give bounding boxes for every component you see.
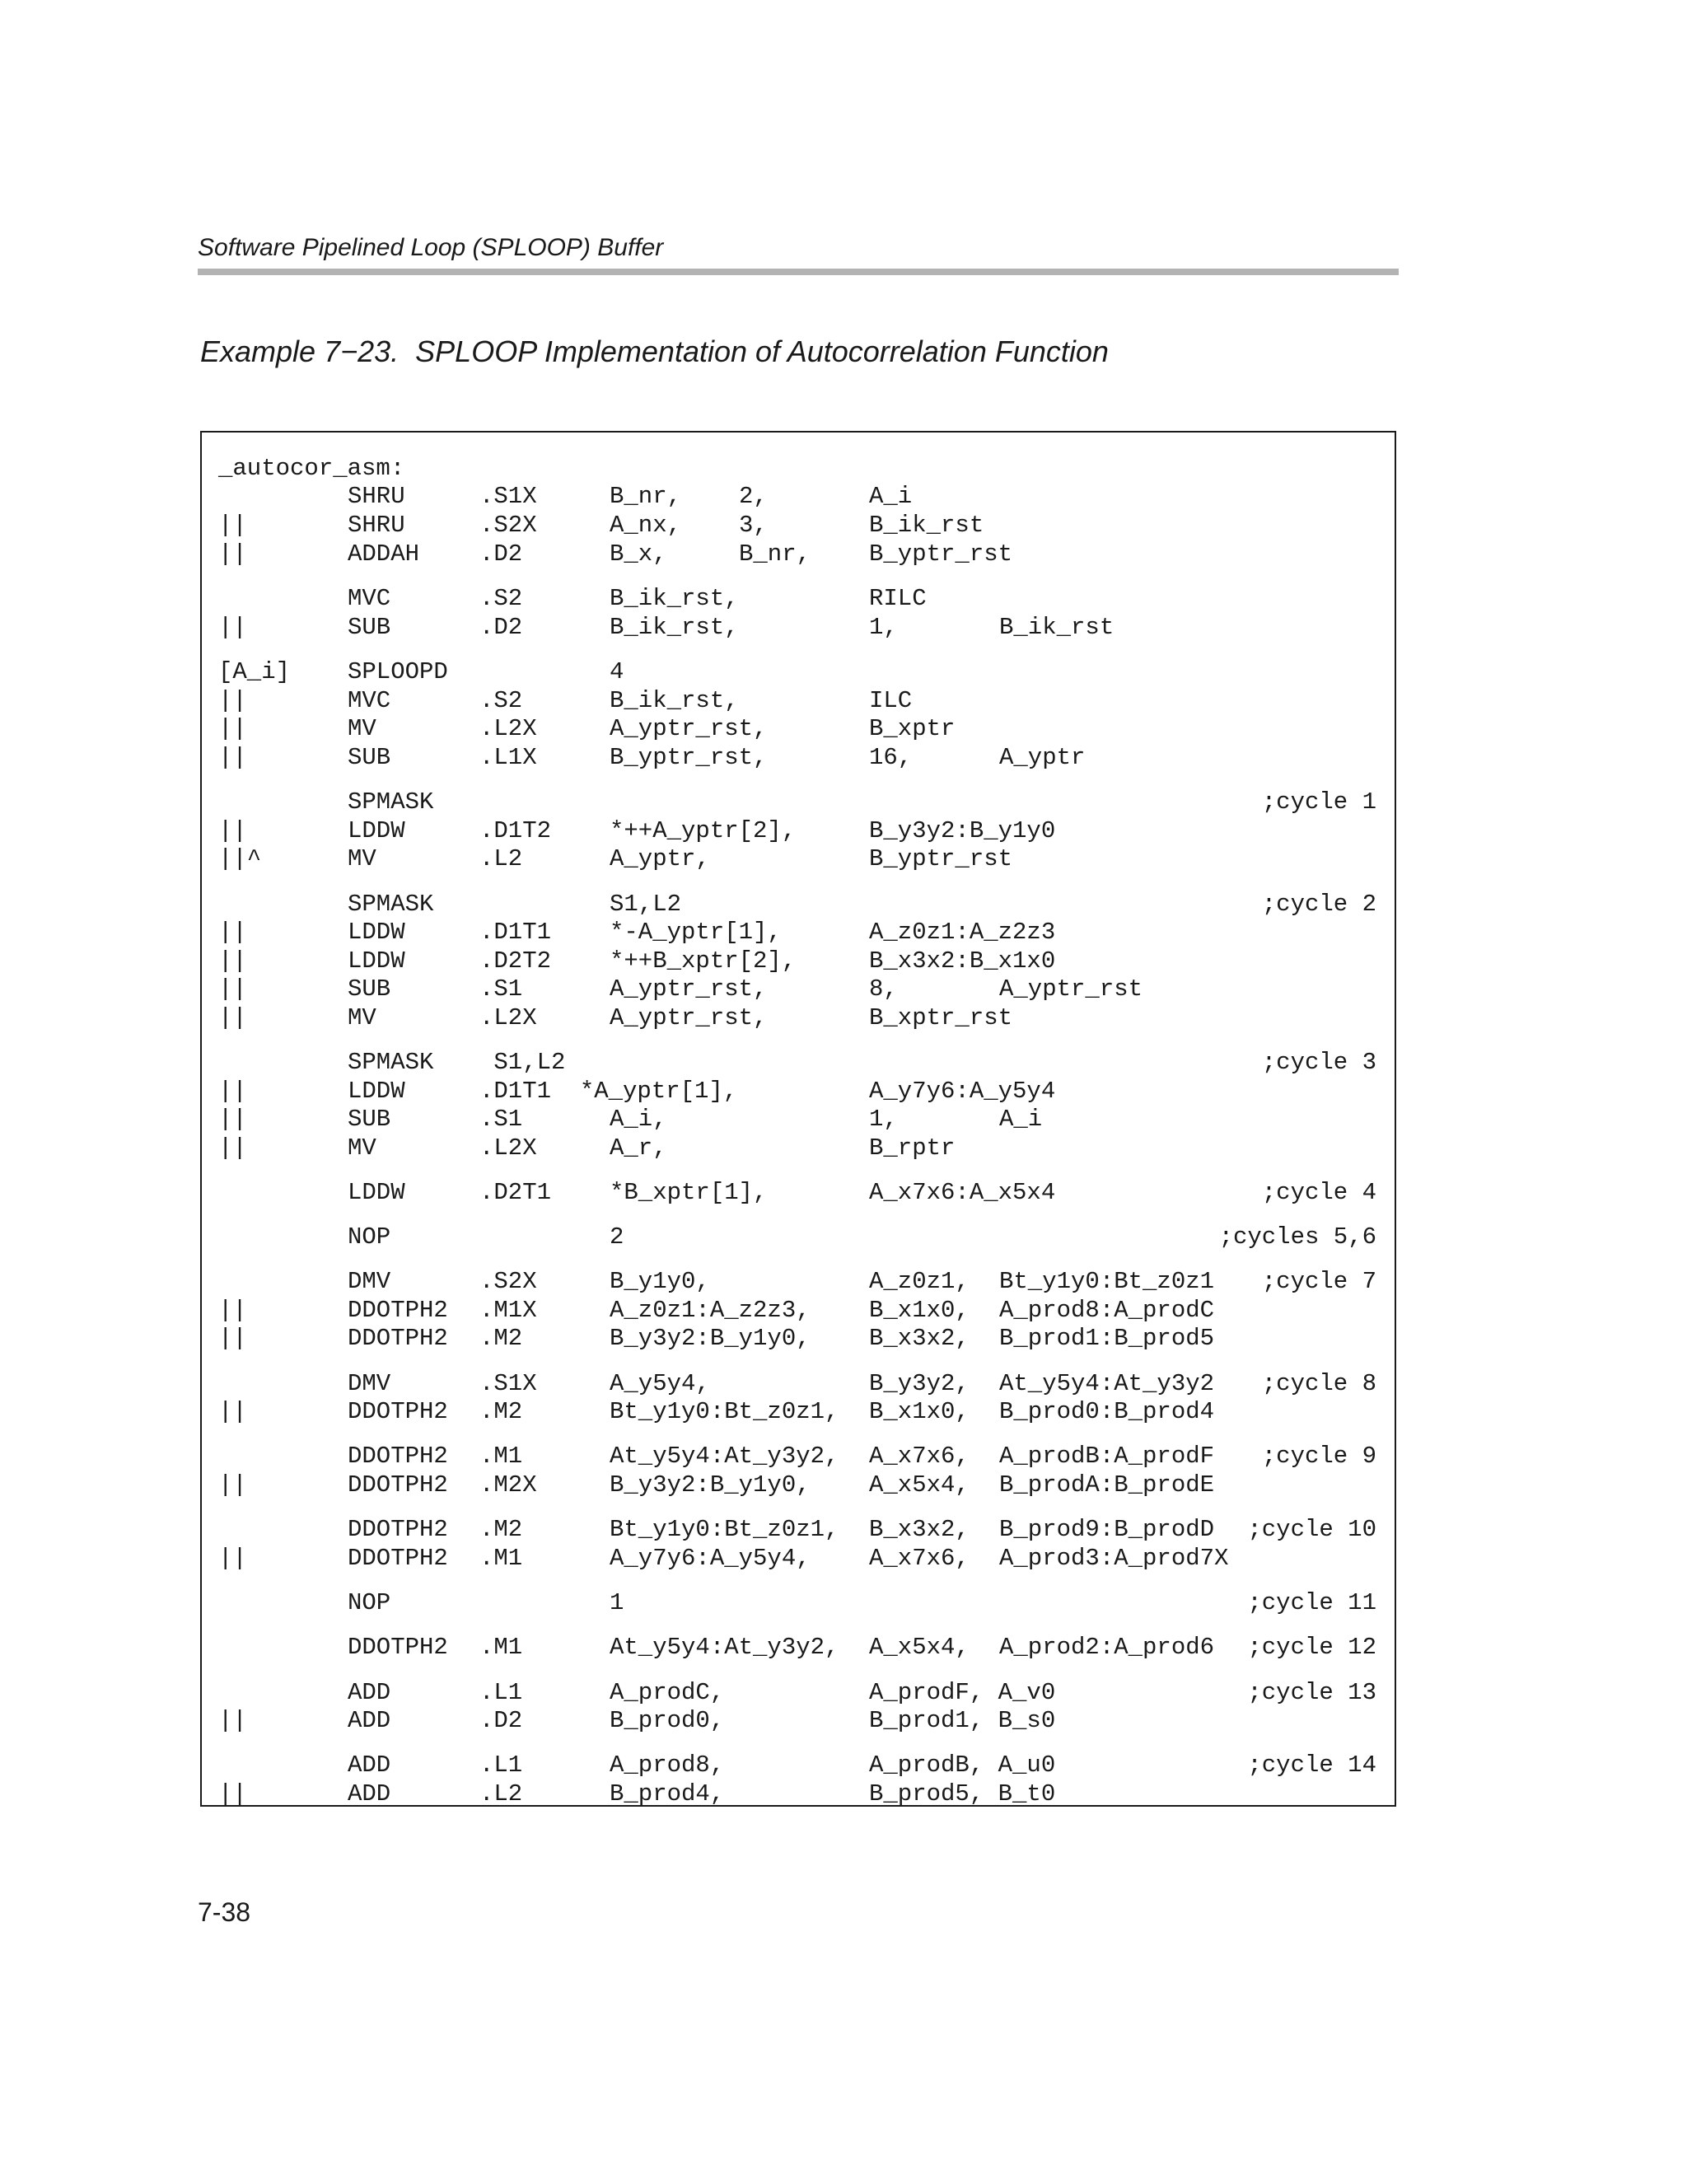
functional-unit: .S1 (479, 975, 523, 1003)
operand: 16, (869, 744, 913, 771)
parallel-marker: [A_i] (218, 658, 291, 685)
code-line (202, 512, 1395, 540)
mnemonic: ADD (348, 1780, 391, 1808)
operand: B_nr, (610, 483, 682, 510)
operand: 8, (869, 975, 898, 1003)
code-label: _autocor_asm: (218, 455, 405, 482)
mnemonic: SPMASK (348, 891, 434, 918)
code-line (202, 1268, 1395, 1296)
functional-unit: .M1 (479, 1545, 523, 1572)
mnemonic: DDOTPH2 (348, 1545, 448, 1572)
code-line (202, 1106, 1395, 1134)
mnemonic: ADD (348, 1751, 391, 1779)
code-line (202, 744, 1395, 772)
mnemonic: ADD (348, 1707, 391, 1734)
parallel-marker: || (218, 1707, 247, 1734)
operand: B_x3x2:B_x1x0 (869, 947, 1056, 975)
operand: *++A_yptr[2], (610, 817, 797, 844)
code-line (202, 540, 1395, 568)
operand: A_y7y6:A_y5y4 (869, 1078, 1056, 1105)
operand: A_y7y6:A_y5y4, (610, 1545, 811, 1572)
operand: A_yptr_rst (999, 975, 1143, 1003)
operand: B_xptr_rst (869, 1004, 1013, 1031)
operand: *++B_xptr[2], (610, 947, 797, 975)
functional-unit: .L1 (479, 1751, 523, 1779)
code-line (202, 1078, 1395, 1106)
code-line (202, 687, 1395, 715)
operand: B_prod0, (610, 1707, 725, 1734)
operand: B_ik_rst, (610, 614, 739, 641)
operand: 1 (610, 1589, 624, 1616)
mnemonic: DDOTPH2 (348, 1516, 448, 1543)
parallel-marker: || (218, 1106, 247, 1133)
cycle-comment: ;cycle 4 (1261, 1179, 1376, 1206)
parallel-marker: || (218, 744, 247, 771)
code-line (202, 947, 1395, 975)
operand: A_y5y4, (610, 1370, 710, 1397)
operand: *-A_yptr[1], (610, 919, 782, 946)
code-line (202, 919, 1395, 947)
parallel-marker: || (218, 1780, 247, 1808)
parallel-marker: || (218, 1471, 247, 1499)
parallel-marker: || (218, 715, 247, 742)
mnemonic: SUB (348, 614, 391, 641)
functional-unit: .S2X (479, 512, 537, 539)
cycle-comment: ;cycle 11 (1247, 1589, 1376, 1616)
operand: 1, (869, 1106, 898, 1133)
cycle-comment: ;cycle 1 (1261, 788, 1376, 816)
example-title: Example 7−23. SPLOOP Implementation of Autocorrelation Function (200, 334, 1109, 368)
functional-unit: .S1X (479, 483, 537, 510)
code-line (202, 585, 1395, 613)
operand: A_yptr_rst, (610, 715, 768, 742)
header-rule (198, 269, 1399, 275)
operand: A_i, (610, 1106, 667, 1133)
code-line (202, 1370, 1395, 1398)
operand: A_z0z1, (869, 1268, 970, 1295)
parallel-marker: || (218, 975, 247, 1003)
mnemonic: LDDW (348, 817, 405, 844)
code-line (202, 1707, 1395, 1735)
cycle-comment: ;cycle 14 (1247, 1751, 1376, 1779)
operand: B_prod1, B_s0 (869, 1707, 1056, 1734)
code-line (202, 975, 1395, 1003)
code-line (202, 658, 1395, 686)
mnemonic: NOP (348, 1223, 391, 1251)
parallel-marker: || (218, 687, 247, 714)
operand: B_yptr_rst, (610, 744, 768, 771)
operand: A_yptr, (610, 845, 710, 872)
functional-unit: .L2X (479, 715, 537, 742)
operand: B_nr, (739, 540, 811, 568)
code-line (202, 1589, 1395, 1617)
parallel-marker: || (218, 540, 247, 568)
functional-unit: .L2X (479, 1004, 537, 1031)
operand: A_prodB, A_u0 (869, 1751, 1056, 1779)
mnemonic: DDOTPH2 (348, 1634, 448, 1661)
operand: B_y1y0, (610, 1268, 710, 1295)
parallel-marker: || (218, 1004, 247, 1031)
operand: 2, (739, 483, 768, 510)
operand: B_xptr (869, 715, 956, 742)
functional-unit: .D1T1 (479, 919, 552, 946)
operand: A_yptr (999, 744, 1086, 771)
mnemonic: SPLOOPD (348, 658, 448, 685)
mnemonic: MVC (348, 585, 391, 612)
operand: B_x, (610, 540, 667, 568)
code-line (202, 1751, 1395, 1779)
functional-unit: .S2 (479, 585, 523, 612)
parallel-marker: || (218, 1325, 247, 1352)
code-line (202, 483, 1395, 511)
operand: A_i (869, 483, 913, 510)
parallel-marker: || (218, 614, 247, 641)
operand: A_prod8, (610, 1751, 725, 1779)
operand: A_x7x6:A_x5x4 (869, 1179, 1056, 1206)
functional-unit: .S1X (479, 1370, 537, 1397)
code-line (202, 1545, 1395, 1573)
operand: B_ik_rst, (610, 687, 739, 714)
code-line (202, 1634, 1395, 1662)
mnemonic: MV (348, 715, 376, 742)
operand: ILC (869, 687, 913, 714)
operand: A_x7x6, (869, 1443, 970, 1470)
code-line (202, 1443, 1395, 1471)
page-number: 7-38 (198, 1897, 251, 1927)
operand: A_yptr_rst, (610, 1004, 768, 1031)
mnemonic: SPMASK (348, 1049, 434, 1076)
operand: A_r, (610, 1134, 667, 1162)
parallel-marker: || (218, 919, 247, 946)
code-line (202, 1325, 1395, 1353)
operand: A_nx, (610, 512, 682, 539)
mnemonic: DMV (348, 1370, 391, 1397)
operand: A_prod8:A_prodC (999, 1297, 1215, 1324)
operand: B_ik_rst, (610, 585, 739, 612)
mnemonic: LDDW (348, 1179, 405, 1206)
operand: *B_xptr[1], (610, 1179, 768, 1206)
operand: A_prod3:A_prod7X (999, 1545, 1229, 1572)
operand: 1, (869, 614, 898, 641)
mnemonic: DMV (348, 1268, 391, 1295)
functional-unit: .M2 (479, 1516, 523, 1543)
cycle-comment: ;cycles 5,6 (1218, 1223, 1376, 1251)
functional-unit: .D2 (479, 614, 523, 641)
code-line (202, 1297, 1395, 1325)
operand: B_yptr_rst (869, 845, 1013, 872)
operand: A_z0z1:A_z2z3 (869, 919, 1056, 946)
cycle-comment: ;cycle 3 (1261, 1049, 1376, 1076)
parallel-marker: || (218, 512, 247, 539)
operand: Bt_y1y0:Bt_z0z1 (999, 1268, 1215, 1295)
operand: A_prodF, A_v0 (869, 1679, 1056, 1706)
code-line (202, 1223, 1395, 1251)
code-line (202, 614, 1395, 642)
code-line (202, 455, 1395, 483)
functional-unit: S1,L2 (479, 1049, 566, 1076)
operand: RILC (869, 585, 927, 612)
operand: A_x5x4, (869, 1471, 970, 1499)
functional-unit: .M2 (479, 1325, 523, 1352)
operand: B_prod4, (610, 1780, 725, 1808)
code-line (202, 1134, 1395, 1162)
mnemonic: DDOTPH2 (348, 1471, 448, 1499)
cycle-comment: ;cycle 9 (1261, 1443, 1376, 1470)
mnemonic: LDDW (348, 947, 405, 975)
operand: 2 (610, 1223, 624, 1251)
functional-unit: .M1X (479, 1297, 537, 1324)
parallel-marker: || (218, 1545, 247, 1572)
cycle-comment: ;cycle 12 (1247, 1634, 1376, 1661)
mnemonic: ADD (348, 1679, 391, 1706)
operand: 4 (610, 658, 624, 685)
operand: Bt_y1y0:Bt_z0z1, (610, 1516, 839, 1543)
code-line (202, 891, 1395, 919)
functional-unit: .L2X (479, 1134, 537, 1162)
mnemonic: NOP (348, 1589, 391, 1616)
operand: B_prodA:B_prodE (999, 1471, 1215, 1499)
operand: B_x3x2, (869, 1516, 970, 1543)
parallel-marker: ||^ (218, 845, 262, 872)
cycle-comment: ;cycle 10 (1247, 1516, 1376, 1543)
functional-unit: .L2 (479, 1780, 523, 1808)
running-header: Software Pipelined Loop (SPLOOP) Buffer (198, 234, 664, 261)
functional-unit: .S1 (479, 1106, 523, 1133)
code-line (202, 1398, 1395, 1426)
cycle-comment: ;cycle 8 (1261, 1370, 1376, 1397)
cycle-comment: ;cycle 13 (1247, 1679, 1376, 1706)
functional-unit: .D2 (479, 1707, 523, 1734)
code-line (202, 1780, 1395, 1808)
functional-unit: .M2 (479, 1398, 523, 1425)
code-line (202, 1516, 1395, 1544)
code-line (202, 788, 1395, 816)
cycle-comment: ;cycle 7 (1261, 1268, 1376, 1295)
functional-unit: .M1 (479, 1634, 523, 1661)
parallel-marker: || (218, 1134, 247, 1162)
mnemonic: MV (348, 1134, 376, 1162)
operand: A_z0z1:A_z2z3, (610, 1297, 811, 1324)
operand: B_x1x0, (869, 1398, 970, 1425)
operand: B_x3x2, (869, 1325, 970, 1352)
functional-unit: .L2 (479, 845, 523, 872)
operand: A_x7x6, (869, 1545, 970, 1572)
operand: A_prodB:A_prodF (999, 1443, 1215, 1470)
functional-unit: .D2 (479, 540, 523, 568)
operand: B_ik_rst (999, 614, 1115, 641)
mnemonic: SUB (348, 1106, 391, 1133)
operand: S1,L2 (610, 891, 682, 918)
operand: A_yptr_rst, (610, 975, 768, 1003)
operand: At_y5y4:At_y3y2 (999, 1370, 1215, 1397)
mnemonic: SUB (348, 975, 391, 1003)
operand: At_y5y4:At_y3y2, (610, 1634, 839, 1661)
parallel-marker: || (218, 817, 247, 844)
parallel-marker: || (218, 1297, 247, 1324)
mnemonic: LDDW (348, 1078, 405, 1105)
operand: B_prod0:B_prod4 (999, 1398, 1215, 1425)
mnemonic: LDDW (348, 919, 405, 946)
operand: At_y5y4:At_y3y2, (610, 1443, 839, 1470)
parallel-marker: || (218, 1078, 247, 1105)
code-line (202, 817, 1395, 845)
operand: B_yptr_rst (869, 540, 1013, 568)
mnemonic: SPMASK (348, 788, 434, 816)
code-line (202, 1471, 1395, 1499)
mnemonic: SUB (348, 744, 391, 771)
mnemonic: DDOTPH2 (348, 1297, 448, 1324)
parallel-marker: || (218, 1398, 247, 1425)
functional-unit: .M2X (479, 1471, 537, 1499)
operand: B_prod9:B_prodD (999, 1516, 1215, 1543)
parallel-marker: || (218, 947, 247, 975)
code-line (202, 1179, 1395, 1207)
operand: Bt_y1y0:Bt_z0z1, (610, 1398, 839, 1425)
operand: B_rptr (869, 1134, 956, 1162)
operand: B_y3y2, (869, 1370, 970, 1397)
operand: B_prod1:B_prod5 (999, 1325, 1215, 1352)
functional-unit: .D1T1 *A_yptr[1], (479, 1078, 738, 1105)
mnemonic: DDOTPH2 (348, 1443, 448, 1470)
operand: B_y3y2:B_y1y0, (610, 1471, 811, 1499)
functional-unit: .S2 (479, 687, 523, 714)
code-line (202, 1049, 1395, 1077)
code-line (202, 1679, 1395, 1707)
functional-unit: .L1 (479, 1679, 523, 1706)
functional-unit: .D1T2 (479, 817, 552, 844)
code-line (202, 845, 1395, 873)
mnemonic: MV (348, 1004, 376, 1031)
operand: B_ik_rst (869, 512, 984, 539)
operand: A_prodC, (610, 1679, 725, 1706)
functional-unit: .L1X (479, 744, 537, 771)
operand: B_y3y2:B_y1y0 (869, 817, 1056, 844)
operand: B_x1x0, (869, 1297, 970, 1324)
mnemonic: ADDAH (348, 540, 420, 568)
mnemonic: MV (348, 845, 376, 872)
mnemonic: SHRU (348, 512, 405, 539)
mnemonic: DDOTPH2 (348, 1325, 448, 1352)
mnemonic: DDOTPH2 (348, 1398, 448, 1425)
functional-unit: .M1 (479, 1443, 523, 1470)
code-listing (200, 431, 1396, 1807)
mnemonic: SHRU (348, 483, 405, 510)
operand: A_prod2:A_prod6 (999, 1634, 1215, 1661)
mnemonic: MVC (348, 687, 391, 714)
cycle-comment: ;cycle 2 (1261, 891, 1376, 918)
operand: B_y3y2:B_y1y0, (610, 1325, 811, 1352)
functional-unit: .D2T2 (479, 947, 552, 975)
operand: 3, (739, 512, 768, 539)
operand: A_i (999, 1106, 1043, 1133)
operand: B_prod5, B_t0 (869, 1780, 1056, 1808)
operand: A_x5x4, (869, 1634, 970, 1661)
code-line (202, 1004, 1395, 1032)
functional-unit: .S2X (479, 1268, 537, 1295)
code-line (202, 715, 1395, 743)
functional-unit: .D2T1 (479, 1179, 552, 1206)
